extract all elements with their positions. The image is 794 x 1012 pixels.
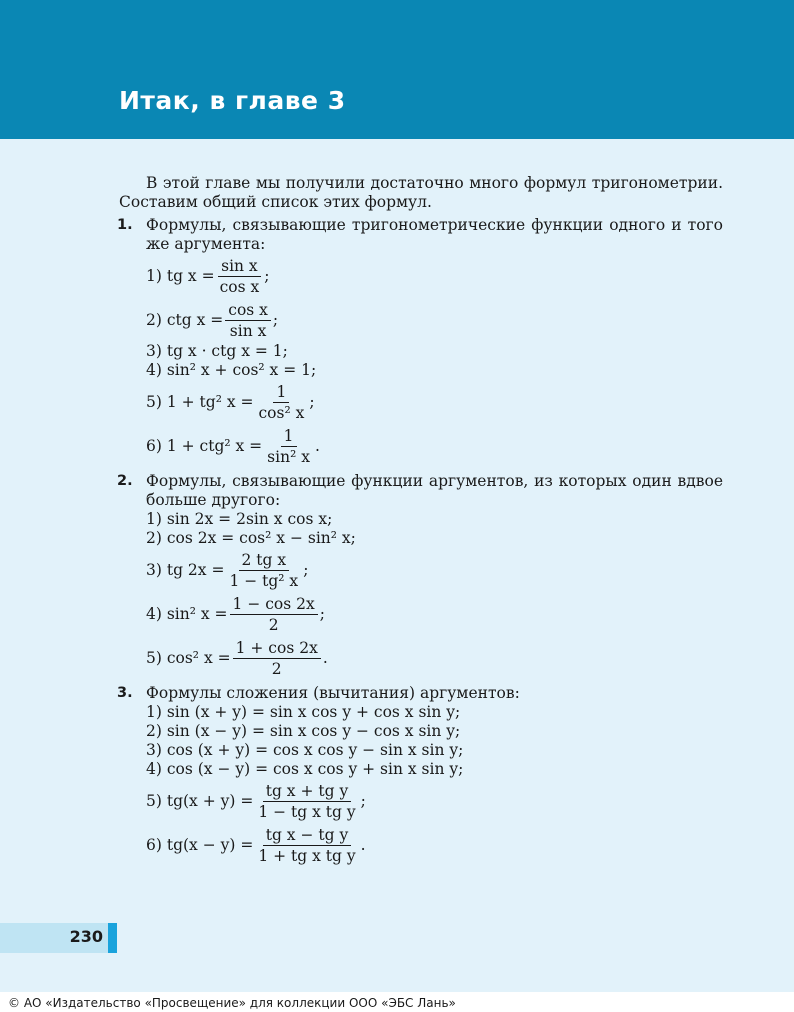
- numerator: tg x + tg y: [263, 782, 352, 802]
- page-number-accent-bar: [108, 923, 117, 953]
- formula-lhs: 5) cos² x =: [146, 648, 231, 667]
- numerator: 1: [281, 427, 297, 447]
- formula-3-5: [146, 779, 723, 823]
- page-number-tab: [0, 923, 117, 953]
- formula-1-5: [146, 380, 723, 424]
- fraction: [255, 826, 358, 865]
- formula-2-1: 1) sin 2x = 2sin x cos x;: [146, 510, 333, 528]
- formula-2-2: 2) cos 2x = cos² x − sin² x;: [146, 529, 356, 547]
- denominator: cos² x: [258, 403, 305, 422]
- formula-end: ;: [272, 310, 279, 329]
- section-title: Формулы, связывающие функции аргументов, из которых один вдвое больше другого:: [146, 472, 723, 509]
- chapter-header-banner: [0, 0, 794, 139]
- fraction: [226, 551, 301, 590]
- denominator: cos x: [219, 277, 260, 296]
- formula-1-2: [146, 298, 723, 342]
- formula-3-3: 3) cos (x + y) = cos x cos y − sin x sin y;: [146, 741, 464, 759]
- formula-1-4: 4) sin² x + cos² x = 1;: [146, 361, 317, 379]
- section-1: [119, 216, 723, 468]
- formula-end: ;: [303, 560, 309, 579]
- denominator: 1 + tg x tg y: [258, 846, 356, 865]
- formula-2-5: [146, 636, 723, 680]
- section-title: Формулы сложения (вычитания) аргументов:: [146, 684, 520, 702]
- formula-lhs: 6) tg(x − y) =: [146, 835, 254, 854]
- formula-lhs: 5) tg(x + y) =: [146, 791, 254, 810]
- fraction: [230, 595, 318, 634]
- numerator: 1: [273, 383, 289, 403]
- fraction: [264, 427, 313, 466]
- formula-end: ;: [264, 266, 270, 285]
- formula-2-3: [146, 548, 723, 592]
- formula-end: ;: [319, 604, 325, 623]
- numerator: 2 tg x: [239, 551, 290, 571]
- section-number: 3.: [117, 685, 133, 701]
- section-number: 2.: [117, 473, 133, 489]
- formula-lhs: 4) sin² x =: [146, 604, 228, 623]
- formula-end: ;: [309, 392, 315, 411]
- formula-end: .: [314, 436, 320, 455]
- denominator: sin x: [229, 321, 267, 340]
- formula-3-2: 2) sin (x − y) = sin x cos y − cos x sin y;: [146, 722, 461, 740]
- formula-3-4: 4) cos (x − y) = cos x cos y + sin x sin y;: [146, 760, 464, 778]
- section-2: [119, 472, 723, 680]
- section-title: Формулы, связывающие тригонометрические функции одного и того же аргумента:: [146, 216, 723, 253]
- formula-2-4: [146, 592, 723, 636]
- fraction: [256, 383, 308, 422]
- page-content: [119, 174, 723, 867]
- numerator: 1 − cos 2x: [230, 595, 318, 615]
- fraction: [233, 639, 321, 678]
- fraction: [255, 782, 358, 821]
- denominator: sin² x: [267, 447, 310, 466]
- formula-1-3: 3) tg x · ctg x = 1;: [146, 342, 288, 360]
- formula-3-6: [146, 823, 723, 867]
- formula-lhs: 2) ctg x =: [146, 310, 224, 329]
- formula-1-1: [146, 254, 723, 298]
- numerator: 1 + cos 2x: [233, 639, 321, 659]
- denominator: 1 − tg x tg y: [258, 802, 356, 821]
- denominator: 2: [268, 615, 279, 634]
- formula-lhs: 6) 1 + ctg² x =: [146, 436, 263, 455]
- formula-1-6: [146, 424, 723, 468]
- copyright-notice: © АО «Издательство «Просвещение» для коллекции ООО «ЭБС Лань»: [8, 996, 456, 1010]
- formula-3-1: 1) sin (x + y) = sin x cos y + cos x sin y;: [146, 703, 461, 721]
- formula-lhs: 3) tg 2x =: [146, 560, 225, 579]
- section-number: 1.: [117, 217, 133, 233]
- denominator: 2: [271, 659, 282, 678]
- formula-end: ;: [360, 791, 366, 810]
- fraction: [225, 301, 271, 340]
- formula-lhs: 5) 1 + tg² x =: [146, 392, 254, 411]
- numerator: sin x: [218, 257, 261, 277]
- denominator: 1 − tg² x: [229, 571, 299, 590]
- fraction: [217, 257, 263, 296]
- numerator: cos x: [225, 301, 271, 321]
- page-number: 230: [69, 927, 103, 946]
- intro-paragraph: В этой главе мы получили достаточно много формул тригонометрии. Составим общий список этих формул.: [119, 174, 723, 211]
- formula-end: .: [322, 648, 328, 667]
- numerator: tg x − tg y: [263, 826, 352, 846]
- section-3: [119, 684, 723, 867]
- formula-lhs: 1) tg x =: [146, 266, 215, 285]
- chapter-summary-title: Итак, в главе 3: [119, 86, 346, 115]
- formula-end: .: [360, 835, 366, 854]
